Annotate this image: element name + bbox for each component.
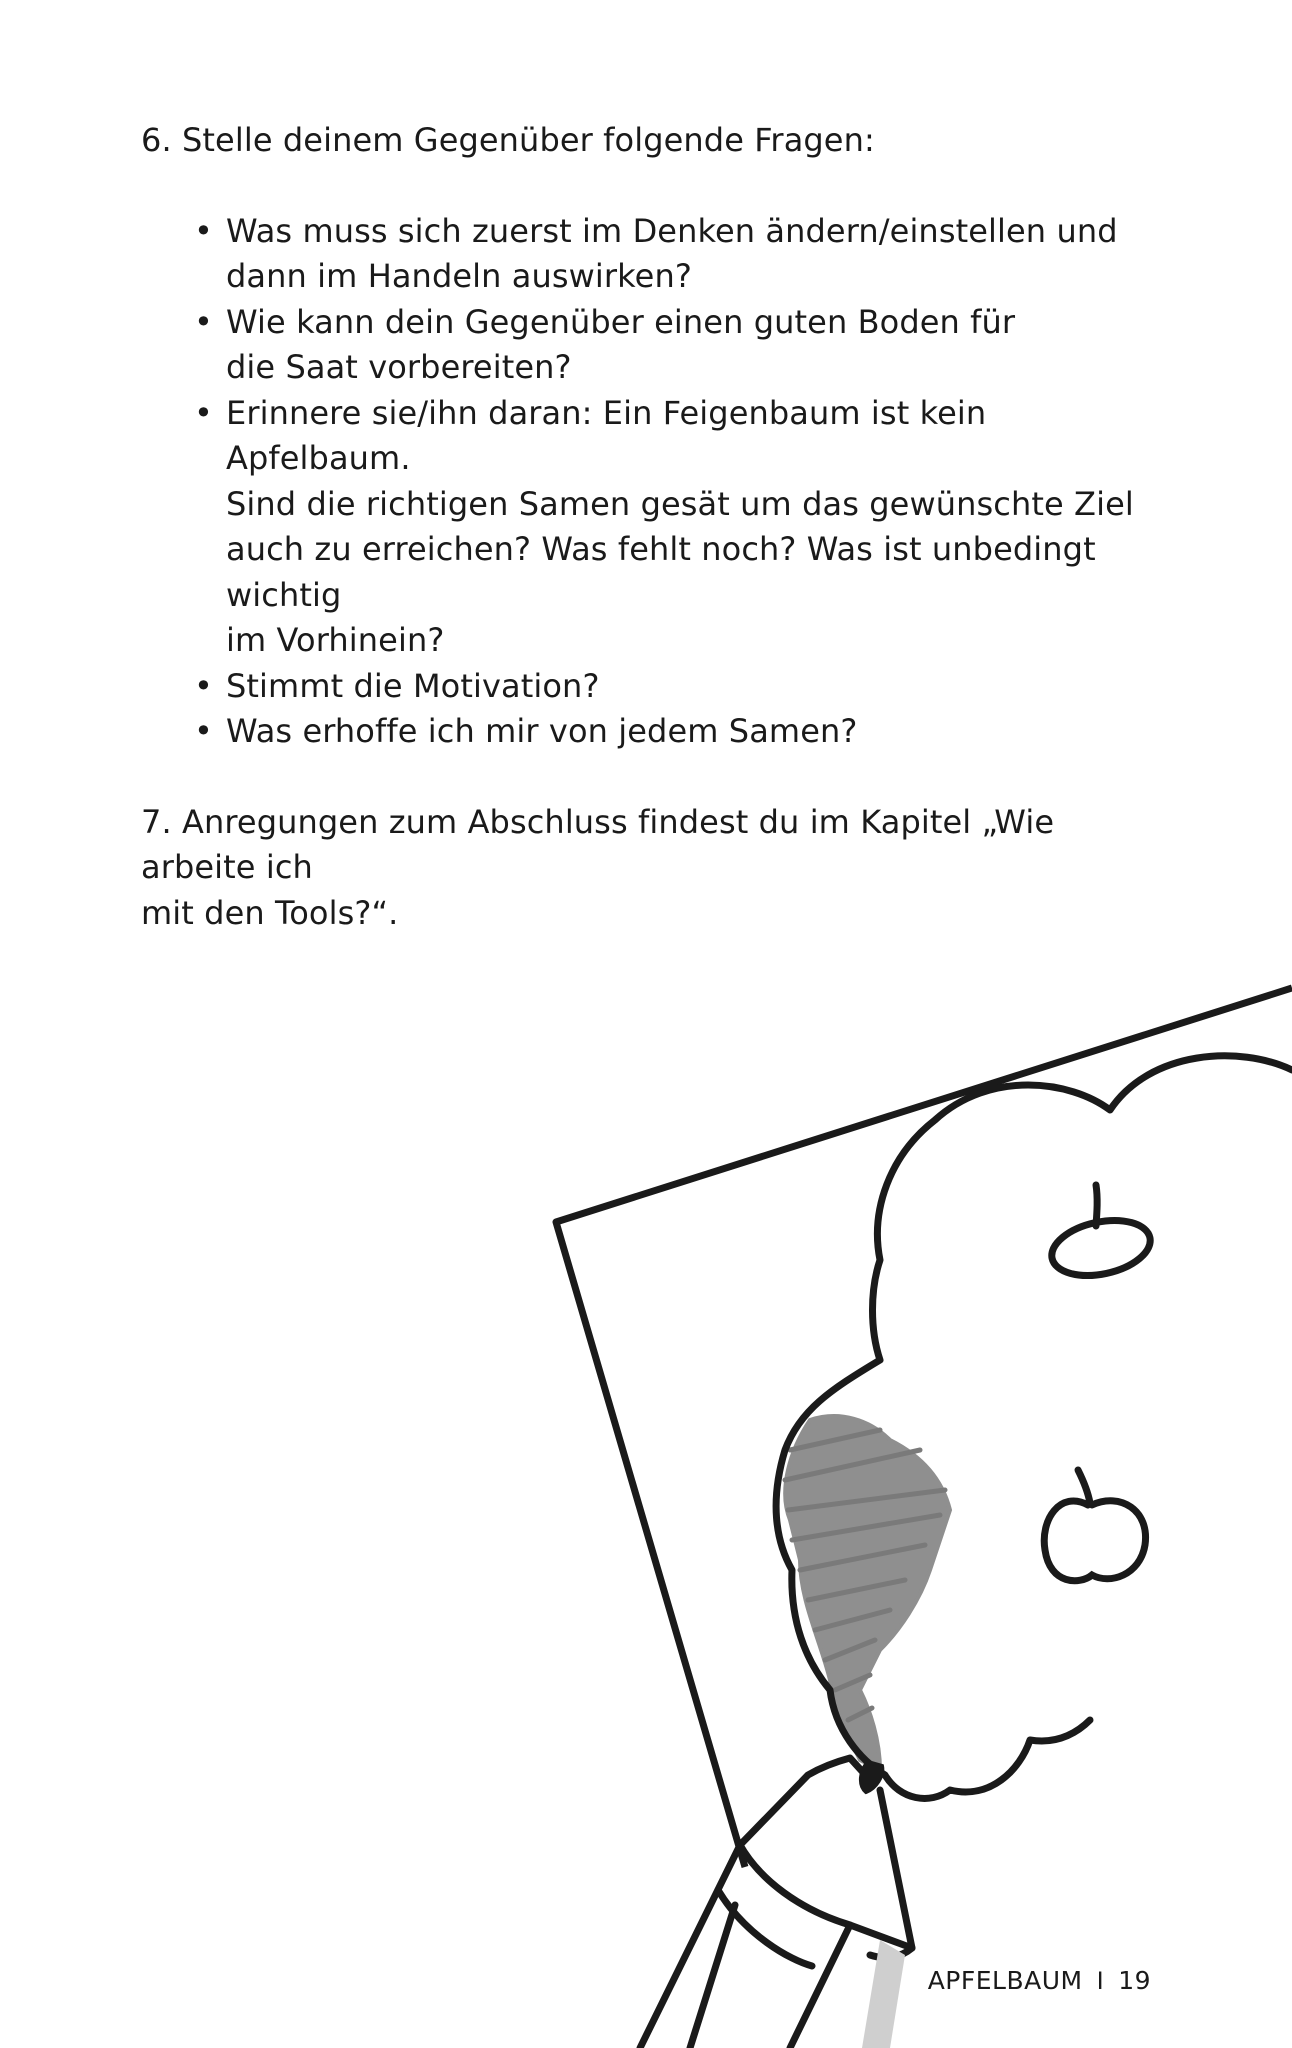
section-title: APFELBAUM [927, 1966, 1083, 1995]
item-6-intro: 6. Stelle deinem Gegenüber folgende Fragen: [141, 121, 875, 159]
scribble-shading [785, 1416, 950, 1770]
apple-icon [1047, 1185, 1156, 1284]
list-item: • Wie kann dein Gegenüber einen guten Boden für die Saat vorbereiten? [226, 300, 1171, 391]
list-item: • Stimmt die Motivation? [226, 664, 1171, 710]
item-7-text: 7. Anregungen zum Abschluss findest du im Kapitel „Wie arbeite ich mit den Tools?“. [141, 802, 1055, 932]
footer-separator: I [1096, 1966, 1105, 1995]
list-item: • Erinnere sie/ihn daran: Ein Feigenbaum ist kein Apfelbaum. Sind die richtigen Samen gesät um das gewünschte Ziel auch zu erreichen? Was fehlt noch? Was ist unbedingt wichtig im Vorhinein? [226, 391, 1171, 664]
list-item: • Was erhoffe ich mir von jedem Samen? [226, 709, 1171, 755]
paper-sheet-outline [556, 988, 1292, 1867]
page-number: 19 [1118, 1966, 1151, 1995]
apple-icon [1044, 1470, 1145, 1581]
page-footer [928, 1966, 1151, 1995]
list-item: • Was muss sich zuerst im Denken ändern/einstellen und dann im Handeln auswirken? [226, 209, 1171, 300]
